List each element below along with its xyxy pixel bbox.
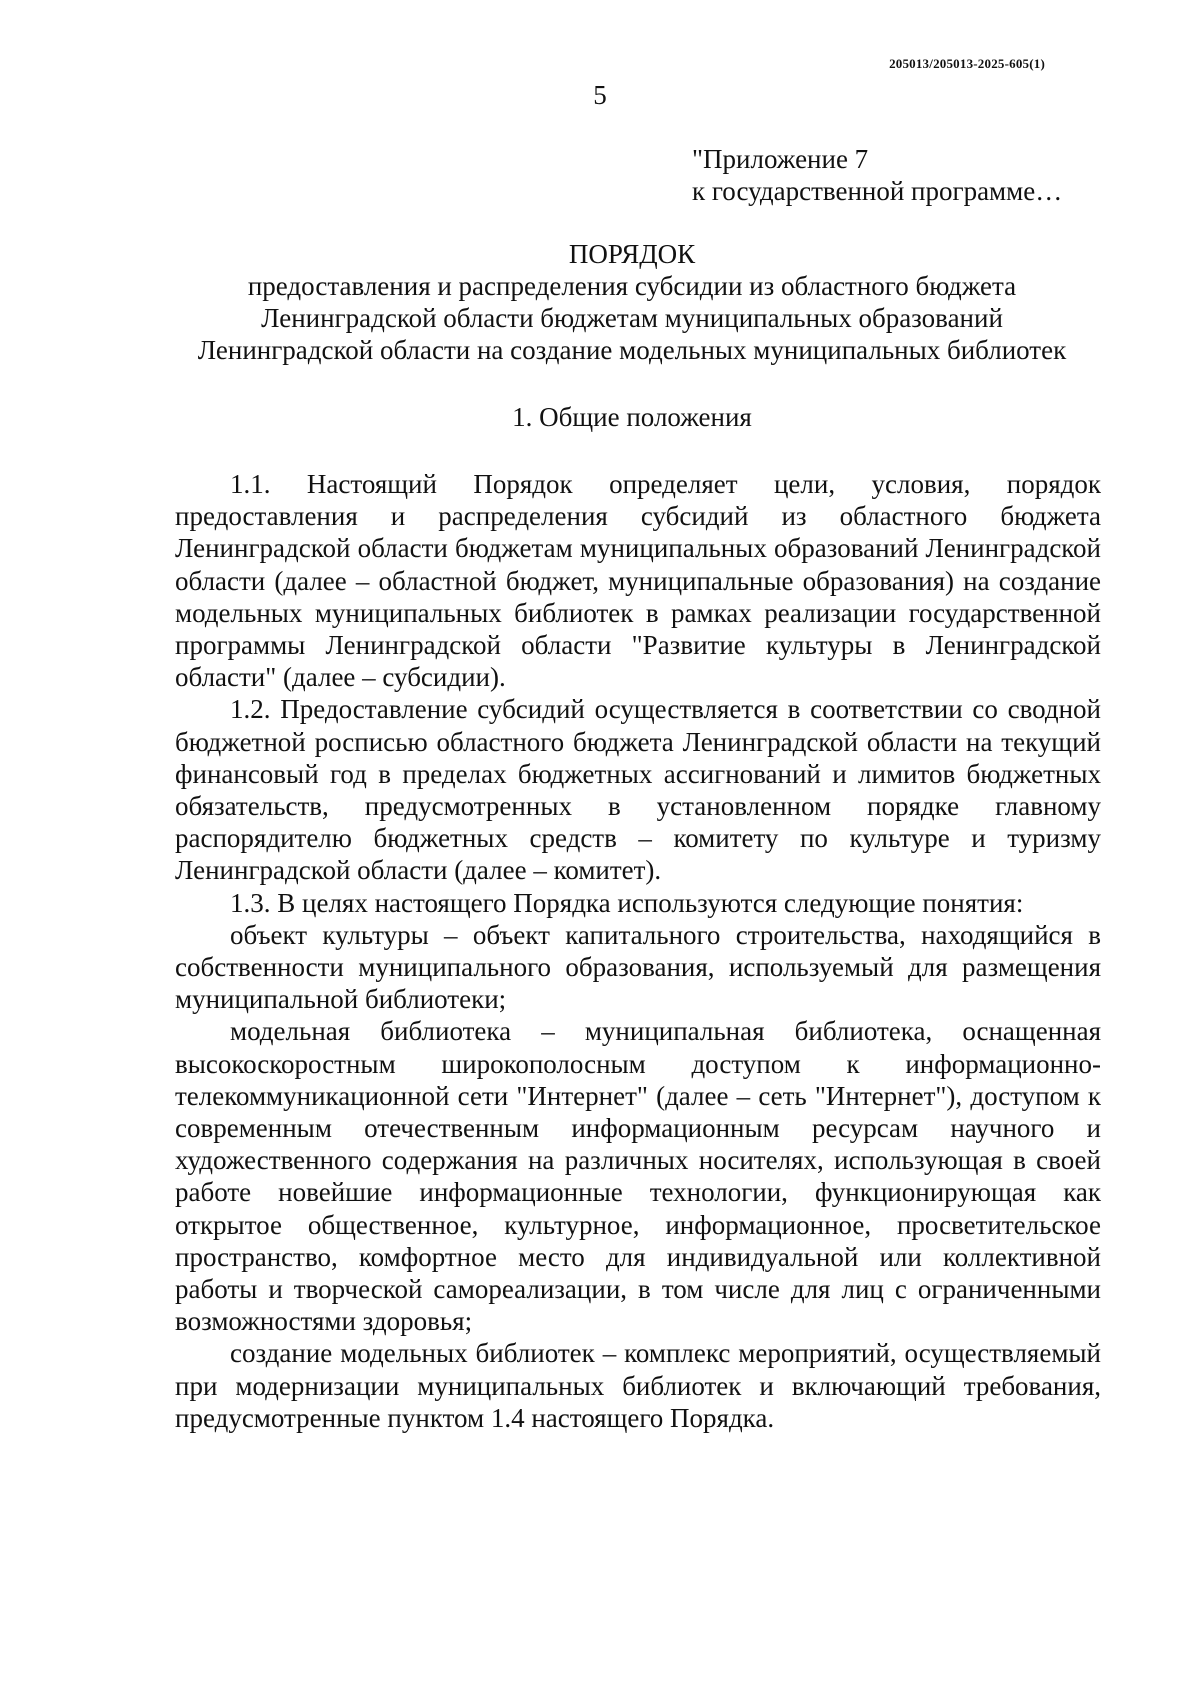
paragraph-1-1: 1.1. Настоящий Порядок определяет цели, условия, порядок предоставления и распределения субсидий из областного бюджета Ленинградской области бюджетам муниципальных образований Ленинградской области (далее – областной бюджет, муниципальные образования) на создание модельных муниципальных библиотек в рамках реализации государственной программы Ленинградской области "Развитие культуры в Ленинградской области" (далее – субсидии). xyxy=(175,469,1101,693)
document-id: 205013/205013-2025-605(1) xyxy=(889,56,1045,71)
paragraph-1-2: 1.2. Предоставление субсидий осуществляется в соответствии со сводной бюджетной росписью областного бюджета Ленинградской области на текущий финансовый год в пределах бюджетных ассигнований и лимитов бюджетных обязательств, предусмотренных в установленном порядке главному распорядителю бюджетных средств – комитету по культуре и туризму Ленинградской области (далее – комитет). xyxy=(175,694,1101,886)
section-heading: 1. Общие положения xyxy=(512,402,752,432)
document-subtitle-line-3: Ленинградской области на создание модельных муниципальных библиотек xyxy=(197,335,1067,365)
definition-model-library: модельная библиотека – муниципальная библиотека, оснащенная высокоскоростным широкополосным доступом к информационно-телекоммуникационной сети "Интернет" (далее – сеть "Интернет"), доступом к современным отечественным информационным ресурсам научного и художественного содержания на различных носителях, использующая в своей работе новейшие информационные технологии, функционирующая как открытое общественное, культурное, информационное, просветительское пространство, комфортное место для индивидуальной или коллективной работы и творческой самореализации, в том числе для лиц с ограниченными возможностями здоровья; xyxy=(175,1016,1101,1337)
document-subtitle-line-2: Ленинградской области бюджетам муниципальных образований xyxy=(261,303,1003,333)
page-number: 5 xyxy=(593,80,607,110)
document-title: ПОРЯДОК xyxy=(568,239,696,269)
annex-reference xyxy=(692,143,1062,207)
document-body xyxy=(175,468,1101,1434)
definition-library-creation: создание модельных библиотек – комплекс мероприятий, осуществляемый при модернизации муниципальных библиотек и включающий требования, предусмотренные пунктом 1.4 настоящего Порядка. xyxy=(175,1338,1101,1433)
definition-culture-object: объект культуры – объект капитального строительства, находящийся в собственности муниципального образования, используемый для размещения муниципальной библиотеки; xyxy=(175,919,1101,1015)
annex-line-1: "Приложение 7 xyxy=(692,144,869,174)
annex-line-2: к государственной программе… xyxy=(692,176,1063,206)
document-title-block xyxy=(120,238,1144,366)
document-subtitle-line-1: предоставления и распределения субсидии из областного бюджета xyxy=(247,271,1017,301)
paragraph-1-3: 1.3. В целях настоящего Порядка используются следующие понятия: xyxy=(230,887,1024,918)
